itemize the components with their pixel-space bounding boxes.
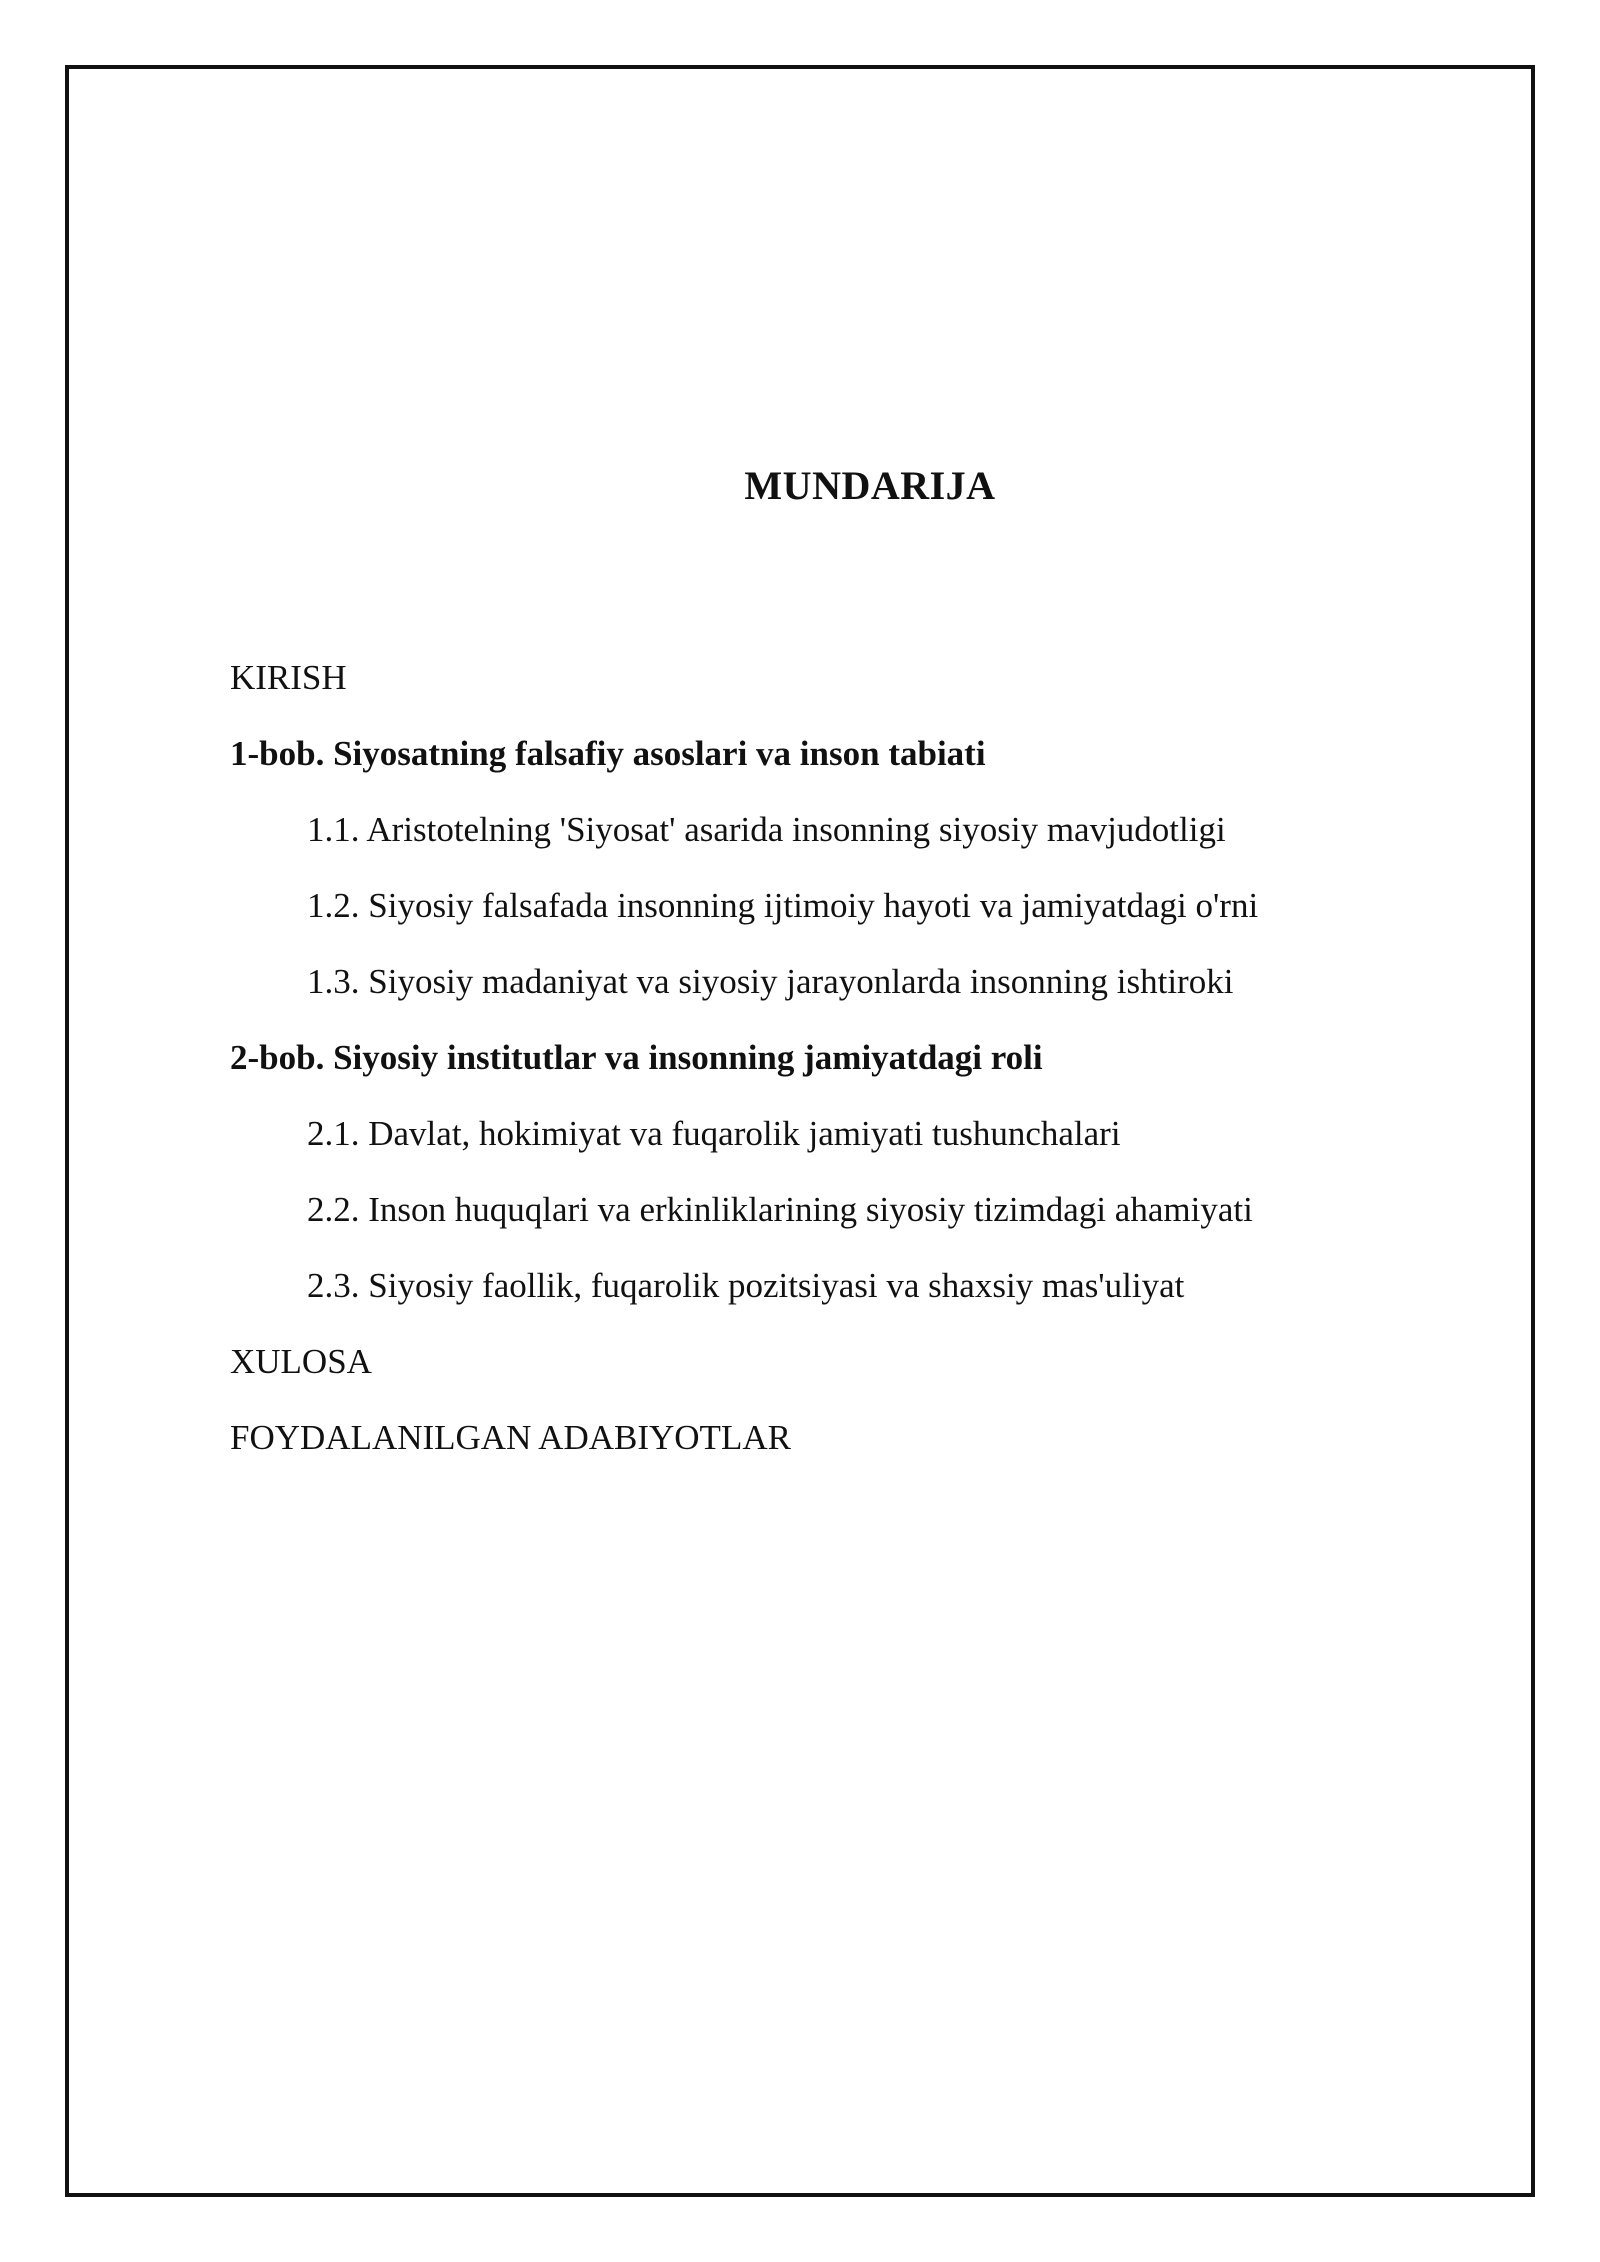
toc-entry-references: FOYDALANILGAN ADABIYOTLAR [230, 1418, 791, 1457]
page-title: MUNDARIJA [744, 463, 996, 508]
toc-entry-introduction: KIRISH [230, 658, 347, 697]
toc-entry-section-1-1: 1.1. Aristotelning 'Siyosat' asarida insonning siyosiy mavjudotligi [307, 810, 1226, 849]
toc-entry-section-2-1: 2.1. Davlat, hokimiyat va fuqarolik jamiyati tushunchalari [307, 1114, 1121, 1153]
table-of-contents [230, 640, 1480, 1476]
toc-entry-section-1-2: 1.2. Siyosiy falsafada insonning ijtimoiy hayoti va jamiyatdagi o'rni [307, 886, 1259, 925]
toc-entry-section-2-3: 2.3. Siyosiy faollik, fuqarolik pozitsiyasi va shaxsiy mas'uliyat [307, 1266, 1185, 1305]
toc-entry-section-2-2: 2.2. Inson huquqlari va erkinliklarining siyosiy tizimdagi ahamiyati [307, 1190, 1253, 1229]
toc-entry-section-1-3: 1.3. Siyosiy madaniyat va siyosiy jarayonlarda insonning ishtiroki [307, 962, 1234, 1001]
toc-entry-chapter-1: 1-bob. Siyosatning falsafiy asoslari va inson tabiati [230, 734, 986, 773]
toc-entry-chapter-2: 2-bob. Siyosiy institutlar va insonning jamiyatdagi roli [230, 1038, 1043, 1077]
toc-entry-conclusion: XULOSA [230, 1342, 372, 1381]
